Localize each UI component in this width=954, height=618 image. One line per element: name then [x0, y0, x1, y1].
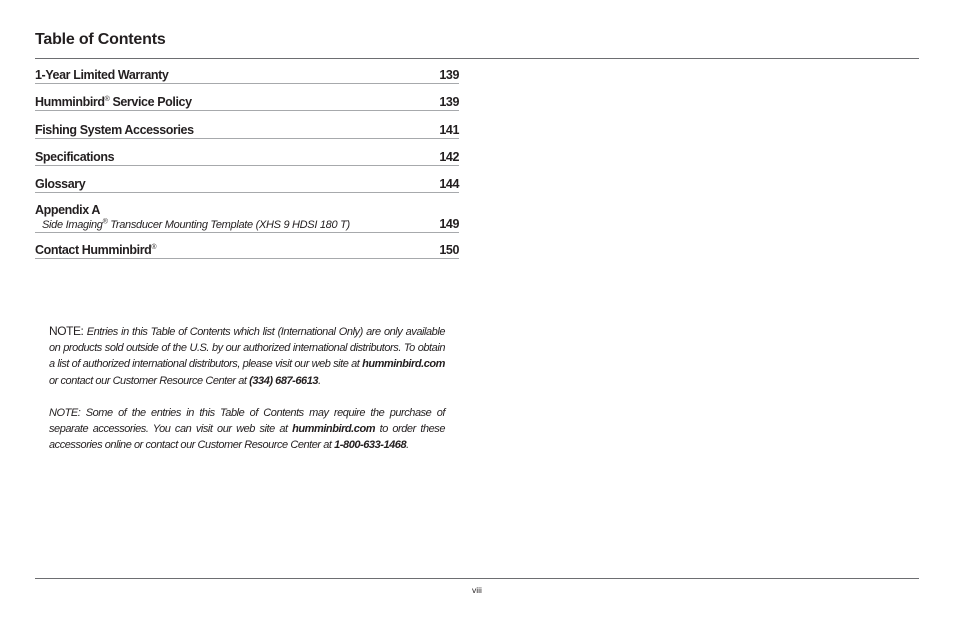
toc-entry-specifications[interactable]: [35, 150, 459, 166]
toc-entry-page: 150: [439, 243, 459, 257]
note-label: NOTE:: [49, 406, 81, 419]
phone-number: (334) 687-6613: [249, 374, 319, 387]
toc-entry-accessories[interactable]: [35, 123, 459, 139]
website-link[interactable]: humminbird.com: [292, 423, 376, 436]
toc-entry-label: Humminbird® Service Policy: [35, 95, 192, 109]
toc-entry-warranty[interactable]: [35, 68, 459, 84]
title-divider: [35, 58, 919, 59]
toc-list: [35, 62, 459, 259]
note-international: NOTE: Entries in this Table of Contents which list (International Only) are only available on products sold outside of the U.S. by our authorized international distributors. To obtain a list of authorized international distributors, please visit our web site at humminbird.com or contact our Customer Resource Center at (334) 687-6613.: [49, 324, 445, 387]
toc-entry-page: 149: [439, 217, 459, 231]
toc-entry-label: Appendix A: [35, 203, 100, 217]
website-link[interactable]: humminbird.com: [362, 358, 445, 371]
toc-entry-label: 1-Year Limited Warranty: [35, 68, 169, 82]
phone-number: 1-800-633-1468: [334, 439, 407, 452]
footer-divider: [35, 578, 919, 579]
page-title: Table of Contents: [35, 31, 166, 48]
page-number: viii: [472, 585, 482, 595]
toc-entry-contact[interactable]: [35, 243, 459, 259]
toc-entry-page: 139: [439, 68, 459, 82]
note-label: NOTE:: [49, 324, 84, 338]
toc-entry-label: Specifications: [35, 150, 115, 164]
toc-entry-page: 139: [439, 95, 459, 109]
toc-entry-sub-label: Side Imaging® Transducer Mounting Template (XHS 9 HDSI 180 T): [42, 218, 350, 231]
toc-entry-page: 144: [439, 177, 459, 191]
toc-entry-page: 142: [439, 150, 459, 164]
toc-entry-glossary[interactable]: [35, 177, 459, 193]
toc-entry-label: Glossary: [35, 177, 86, 191]
note-accessories: NOTE: Some of the entries in this Table of Contents may require the purchase of separate accessories. You can visit our web site at humminbird.com to order these accessories online or contact our Customer Resource Center at 1-800-633-1468.: [49, 406, 445, 452]
toc-entry-label: Fishing System Accessories: [35, 123, 194, 137]
toc-entry-label: Contact Humminbird®: [35, 243, 157, 257]
toc-entry-appendix-a[interactable]: [35, 203, 459, 233]
toc-entry-service-policy[interactable]: [35, 95, 459, 111]
notes-block: [49, 323, 445, 453]
toc-entry-page: 141: [439, 123, 459, 137]
